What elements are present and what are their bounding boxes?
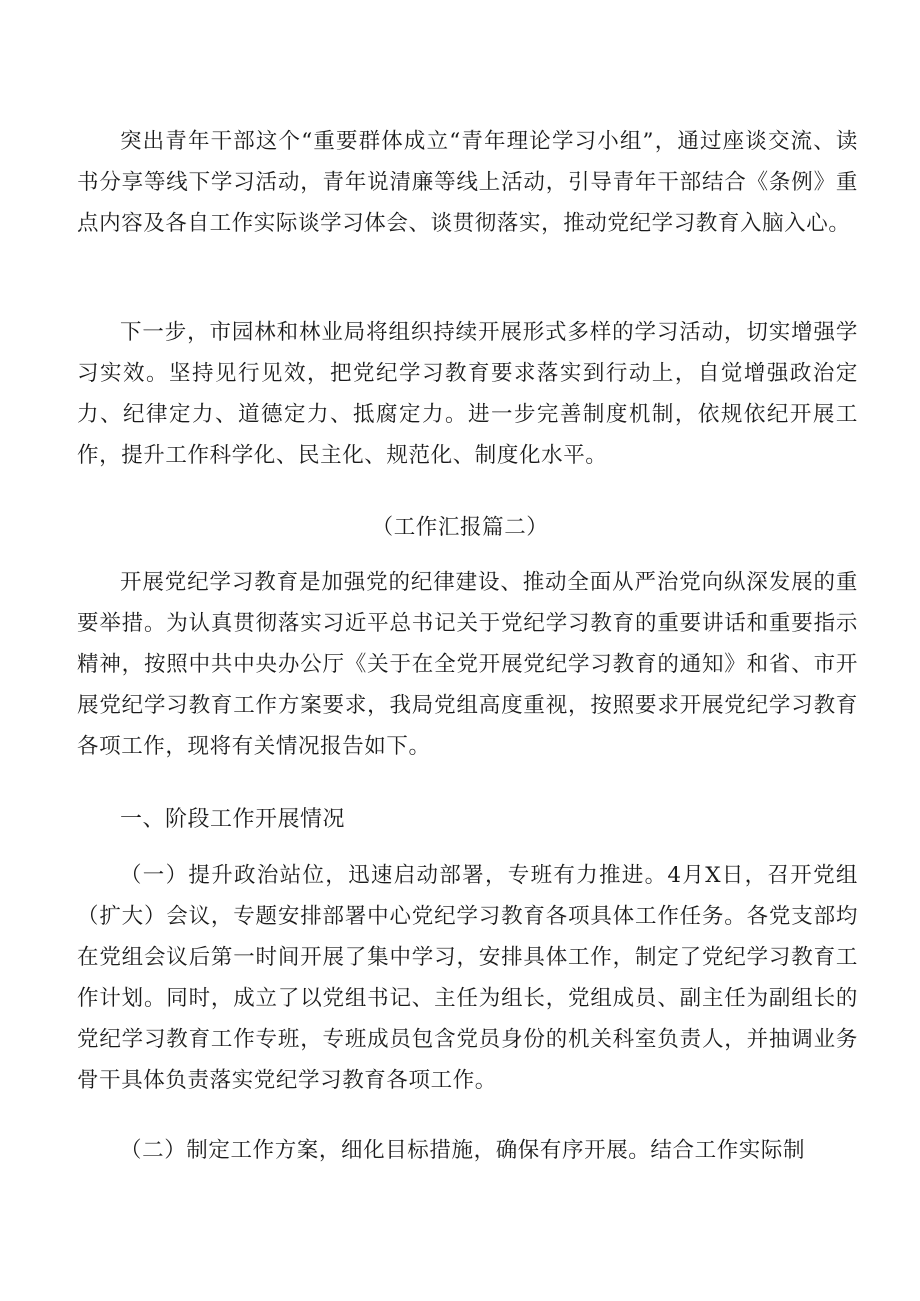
heading-stage-work: 一、阶段工作开展情况 [120,807,346,832]
paragraph-item-one: （一）提升政治站位，迅速启动部署，专班有力推进。4月X日，召开党组（扩大）会议，专题安排部署中心党纪学习教育各项具体工作任务。各党支部均在党组会议后第一时间开展了集中学习，安排具体工作，制定了党纪学习教育工作计划。同时，成立了以党组书记、主任为组长，党组成员、副主任为副组长的党纪学习教育工作专班，专班成员包含党员身份的机关科室负责人，并抽调业务骨干具体负责落实党纪学习教育各项工作。 [77,863,858,1093]
paragraph-youth-cadres: 突出青年干部这个“重要群体成立“青年理论学习小组”，通过座谈交流、读书分享等线下学习活动，青年说清廉等线上活动，引导青年干部结合《条例》重点内容及各自工作实际谈学习体会、谈贯彻落实，推动党纪学习教育入脑入心。 [77,129,858,236]
paragraph-intro: 开展党纪学习教育是加强党的纪律建设、推动全面从严治党向纵深发展的重要举措。为认真贯彻落实习近平总书记关于党纪学习教育的重要讲话和重要指示精神，按照中共中央办公厅《关于在全党开展党纪学习教育的通知》和省、市开展党纪学习教育工作方案要求，我局党组高度重视，按照要求开展党纪学习教育各项工作，现将有关情况报告如下。 [77,570,858,759]
section-title: （工作汇报篇二） [371,515,549,540]
paragraph-next-step: 下一步，市园林和林业局将组织持续开展形式多样的学习活动，切实增强学习实效。坚持见行见效，把党纪学习教育要求落实到行动上，自觉增强政治定力、纪律定力、道德定力、抵腐定力。进一步完善制度机制，依规依纪开展工作，提升工作科学化、民主化、规范化、制度化水平。 [77,320,858,468]
paragraph-item-two: （二）制定工作方案，细化目标措施，确保有序开展。结合工作实际制 [120,1138,806,1163]
